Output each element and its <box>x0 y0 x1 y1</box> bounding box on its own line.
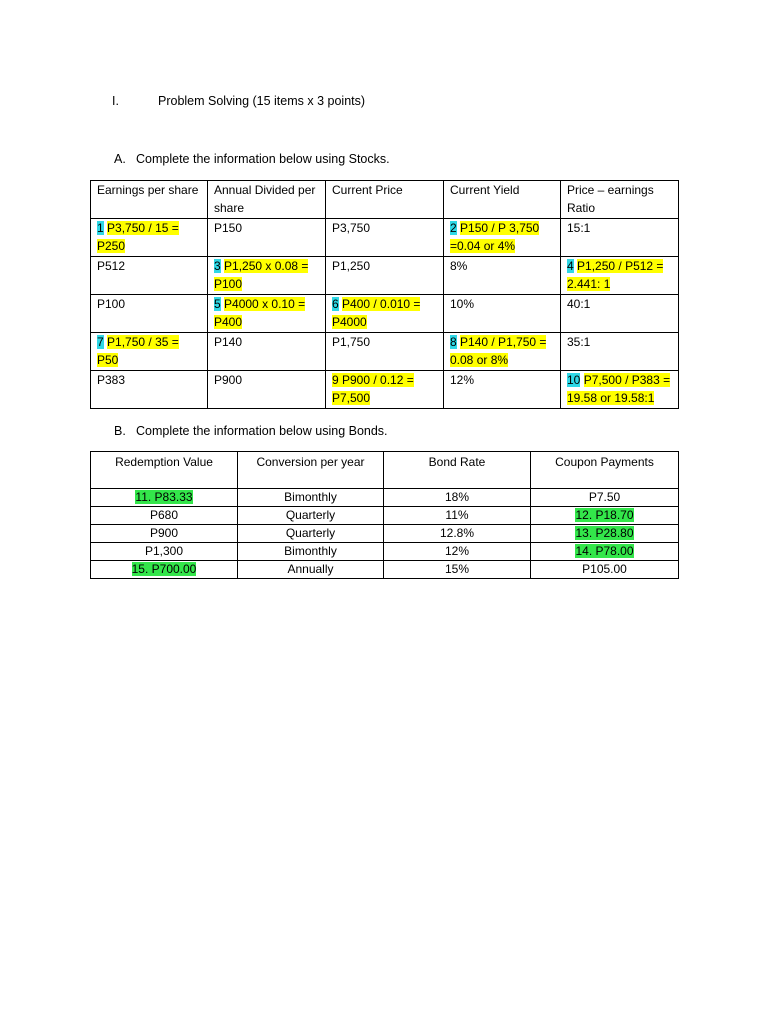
bonds-cell <box>384 525 531 543</box>
cell-value: 35:1 <box>567 335 591 349</box>
stocks-cell <box>208 333 326 371</box>
item-number: 1 <box>97 221 104 235</box>
item-number: 5 <box>214 297 221 311</box>
bonds-cell <box>384 543 531 561</box>
answer-text: 9 P900 / 0.12 = P7,500 <box>332 373 414 405</box>
bonds-cell <box>238 525 384 543</box>
stocks-cell <box>326 295 444 333</box>
stocks-header-row <box>91 181 679 219</box>
stocks-header-cell: Price – earnings Ratio <box>561 181 679 219</box>
stocks-cell <box>326 219 444 257</box>
answer-text: 15. P700.00 <box>131 562 197 576</box>
stocks-cell <box>91 257 208 295</box>
cell-value: P7.50 <box>588 490 621 504</box>
stocks-cell <box>444 219 561 257</box>
stocks-cell <box>561 257 679 295</box>
stocks-cell <box>208 257 326 295</box>
stocks-cell <box>561 333 679 371</box>
cell-value: Quarterly <box>285 526 336 540</box>
bonds-cell <box>91 543 238 561</box>
stocks-cell <box>208 295 326 333</box>
answer-text: 11. P83.33 <box>135 490 193 504</box>
stocks-cell <box>326 257 444 295</box>
bonds-cell <box>531 507 679 525</box>
stocks-header-cell: Earnings per share <box>91 181 208 219</box>
stocks-cell <box>91 333 208 371</box>
bonds-cell <box>238 543 384 561</box>
cell-value: P105.00 <box>582 562 627 576</box>
bonds-header-row <box>91 452 679 489</box>
bonds-cell <box>531 489 679 507</box>
bonds-cell <box>531 543 679 561</box>
cell-value: 10% <box>450 297 475 311</box>
bonds-header-cell: Conversion per year <box>238 452 384 489</box>
bonds-cell <box>91 525 238 543</box>
stocks-row <box>91 295 679 333</box>
stocks-header-cell: Annual Divided per share <box>208 181 326 219</box>
cell-value: Quarterly <box>285 508 336 522</box>
bonds-header-cell: Bond Rate <box>384 452 531 489</box>
answer-text: P7,500 / P383 = 19.58 or 19.58:1 <box>567 373 671 405</box>
item-number: 4 <box>567 259 574 273</box>
part-a-heading <box>114 152 390 166</box>
stocks-cell <box>561 371 679 409</box>
cell-value: P1,250 <box>332 259 371 273</box>
stocks-header-cell: Current Yield <box>444 181 561 219</box>
bonds-cell <box>238 561 384 579</box>
bonds-cell <box>91 561 238 579</box>
bonds-row <box>91 507 679 525</box>
stocks-cell <box>444 257 561 295</box>
stocks-row <box>91 219 679 257</box>
stocks-cell <box>91 295 208 333</box>
stocks-cell <box>326 371 444 409</box>
cell-value: P100 <box>97 297 126 311</box>
cell-value: Annually <box>287 562 334 576</box>
item-number: 2 <box>450 221 457 235</box>
stocks-row <box>91 371 679 409</box>
bonds-cell <box>238 507 384 525</box>
bonds-cell <box>531 561 679 579</box>
cell-value: P3,750 <box>332 221 371 235</box>
cell-value: 11% <box>445 508 469 522</box>
stocks-cell <box>91 219 208 257</box>
stocks-table <box>90 180 679 409</box>
cell-value: P150 <box>214 221 243 235</box>
bonds-cell <box>384 561 531 579</box>
cell-value: P1,300 <box>144 544 184 558</box>
stocks-cell <box>208 371 326 409</box>
cell-value: Bimonthly <box>284 544 337 558</box>
part-a-title: Complete the information below using Stocks. <box>136 152 390 166</box>
cell-value: 18% <box>444 490 470 504</box>
stocks-cell <box>561 295 679 333</box>
part-b-title: Complete the information below using Bonds. <box>136 424 388 438</box>
bonds-row <box>91 489 679 507</box>
bonds-cell <box>384 489 531 507</box>
stocks-cell <box>91 371 208 409</box>
stocks-row <box>91 257 679 295</box>
cell-value: P140 <box>214 335 243 349</box>
answer-text: 13. P28.80 <box>575 526 634 540</box>
answer-text: P1,250 / P512 = 2.441: 1 <box>567 259 664 291</box>
bonds-cell <box>238 489 384 507</box>
item-number: 3 <box>214 259 221 273</box>
section-title: Problem Solving (15 items x 3 points) <box>158 94 366 108</box>
stocks-header-cell: Current Price <box>326 181 444 219</box>
bonds-header-cell: Redemption Value <box>91 452 238 489</box>
stocks-cell <box>326 333 444 371</box>
answer-text: P150 / P 3,750 =0.04 or 4% <box>450 221 540 253</box>
cell-value: 8% <box>450 259 468 273</box>
answer-text: P140 / P1,750 = 0.08 or 8% <box>450 335 547 367</box>
answer-text: 12. P18.70 <box>575 508 634 522</box>
answer-text: P3,750 / 15 = P250 <box>97 221 179 253</box>
cell-value: 12% <box>450 373 475 387</box>
answer-text: P400 / 0.010 = P4000 <box>332 297 421 329</box>
stocks-cell <box>208 219 326 257</box>
part-a-letter: A. <box>114 152 126 166</box>
bonds-cell <box>384 507 531 525</box>
cell-value: P900 <box>149 526 179 540</box>
answer-text: 14. P78.00 <box>575 544 634 558</box>
item-number: 8 <box>450 335 457 349</box>
cell-value: 15:1 <box>567 221 591 235</box>
cell-value: P512 <box>97 259 126 273</box>
cell-value: Bimonthly <box>284 490 337 504</box>
part-b-letter: B. <box>114 424 126 438</box>
bonds-header-cell: Coupon Payments <box>531 452 679 489</box>
bonds-row <box>91 525 679 543</box>
cell-value: P383 <box>97 373 126 387</box>
cell-value: P680 <box>149 508 179 522</box>
cell-value: P1,750 <box>332 335 371 349</box>
item-number: 6 <box>332 297 339 311</box>
stocks-cell <box>561 219 679 257</box>
answer-text: P4000 x 0.10 = P400 <box>214 297 306 329</box>
cell-value: 12.8% <box>439 526 475 540</box>
cell-value: 12% <box>444 544 470 558</box>
bonds-cell <box>91 489 238 507</box>
stocks-cell <box>444 333 561 371</box>
answer-text: P1,250 x 0.08 = P100 <box>214 259 309 291</box>
cell-value: P900 <box>214 373 243 387</box>
cell-value: 40:1 <box>567 297 591 311</box>
item-number: 7 <box>97 335 104 349</box>
answer-text: P1,750 / 35 = P50 <box>97 335 179 367</box>
part-b-heading <box>114 424 388 438</box>
section-heading <box>112 94 365 108</box>
section-number: I. <box>112 94 119 108</box>
bonds-cell <box>91 507 238 525</box>
stocks-cell <box>444 371 561 409</box>
bonds-row <box>91 561 679 579</box>
bonds-row <box>91 543 679 561</box>
cell-value: 15% <box>444 562 470 576</box>
bonds-cell <box>531 525 679 543</box>
item-number: 10 <box>567 373 581 387</box>
bonds-table <box>90 451 679 579</box>
stocks-row <box>91 333 679 371</box>
stocks-cell <box>444 295 561 333</box>
